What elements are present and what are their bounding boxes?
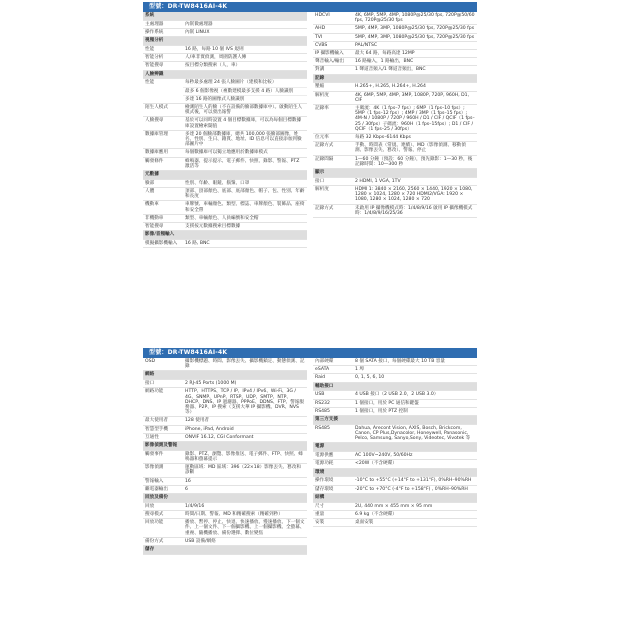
spec-row [313, 408, 477, 416]
spec-value: 1 個接口，用於 PTZ 控制 [355, 408, 408, 414]
section-header: 人臉辨識 [143, 71, 307, 80]
section-header: 系統 [143, 12, 307, 21]
spec-label: 搜尋模式 [145, 512, 164, 518]
section-header: 環境 [313, 469, 477, 478]
spec-value: 按目標分類搜索（人，車） [185, 63, 241, 69]
spec-row [313, 374, 477, 382]
spec-label: 非機動車 [145, 215, 164, 221]
spec-value: 5MP, 4MP, 3MP, 1080P@25/30 fps, 720P@25/30 fps [355, 26, 475, 32]
spec-value: 多達 20 個臉部數據庫，總共 100,000 張臉部圖像，姓名、性別、生日、籍貫、地址、ID 信息可以直接添加到臉部圖片中 [185, 131, 302, 148]
spec-value: 16 路，每路 10 個 IVS 規則 [185, 47, 244, 52]
spec-row [143, 451, 307, 464]
spec-row [313, 425, 477, 444]
spec-value: USB 設備/網絡 [185, 538, 216, 544]
spec-value: 每秒最多處理 24 張人臉圖片（建模和比較） [183, 79, 307, 87]
spec-value: 車牌號、車輛顏色、類型、標誌、車牌顏色、裝飾品、座椅和安全帶 [185, 202, 305, 213]
spec-label: 解析度 [315, 92, 329, 98]
spec-value: -10°C to +55°C (+14°F to +131°F), 0%RH–90%RH [355, 478, 472, 484]
section-header: 記錄 [313, 75, 477, 84]
spec-column-left [143, 12, 307, 248]
spec-value: 人/車非實偵測，周圍防護人傳 [185, 55, 247, 61]
spec-value: 每個數據庫可以獨立地應用於數據庫模式 [185, 150, 268, 156]
spec-row [313, 58, 477, 66]
panel-header: 型號：DR-TW8416AI-4K [143, 348, 477, 358]
spec-value: 類型、車輛顏色、人員編號和安全帽 [185, 215, 259, 221]
spec-value: 蜂鳴器、提示提示、電子郵件、快照、錄影、警報、PTZ 激活等 [185, 158, 300, 169]
spec-value: 頂部、頂部顏色、底部、底部顏色、帽子、包、性別、年齡和長度 [185, 189, 305, 200]
spec-label: 聲音輸入/輸出 [315, 59, 345, 65]
spec-row [143, 519, 307, 538]
spec-label: OSD [145, 359, 156, 364]
spec-value: AC 100V~240V, 50/60Hz [355, 453, 413, 459]
spec-label: 性能 [145, 47, 155, 52]
spec-row [143, 79, 307, 104]
spec-label: 重量 [315, 511, 325, 517]
spec-row [143, 486, 307, 494]
spec-value: 錄影、PTZ、瀏覽、影像推送、電子郵件、FTP、快照、蜂鳴器和螢幕提示 [185, 451, 303, 463]
spec-column-right [313, 12, 477, 218]
spec-label: 智能搜尋 [145, 224, 164, 230]
spec-value: 運動區域：MD 區域：396（22×18）影像丟失、篡改和診斷 [185, 465, 301, 476]
spec-label: 電源功耗 [315, 461, 334, 467]
spec-label: 接口 [315, 178, 325, 184]
spec-value: 檢測陌生人的臉（不在設備的臉部數據庫中）。啟動陌生人模式後，可以發出報警 [185, 105, 303, 116]
spec-row [143, 180, 307, 188]
spec-value: 128 使用者 [185, 418, 210, 424]
spec-value: 16 路, BNC [185, 241, 210, 247]
spec-label: 影像偵測 [145, 465, 164, 471]
spec-row [143, 426, 307, 434]
spec-label: AHD [315, 26, 326, 32]
spec-row [143, 417, 307, 425]
spec-value: 未啟用 IP 攝像機模式時：1/4/8/9/16 啟用 IP 攝像機模式時：1/4/8/9/16/25/36 [355, 205, 473, 216]
spec-row [143, 104, 307, 117]
spec-label: 網路功能 [145, 389, 164, 395]
panel-header: 型號：DR-TW8416AI-4K [143, 2, 477, 12]
spec-value: 多達 16 路的圖像式人臉識別 [185, 96, 245, 102]
spec-value: 時間/日期、警報、MD 和精確搜索（精確到秒） [185, 512, 283, 518]
spec-label: 對講 [315, 67, 325, 73]
spec-value: Dahua, Arecont Vision, AXIS, Bosch, Brickcom, Canon, CP Plus,Dynacolor, Honeywell, Panasonic, Pelco, Samsung, Sanyo,Sony, Videotec, Vivotek 等 [355, 425, 471, 442]
spec-value: 6.9 kg（不含硬碟） [355, 511, 397, 517]
spec-row [313, 205, 477, 218]
spec-row [313, 66, 477, 74]
spec-row [313, 519, 477, 527]
spec-label: 智能搜尋 [145, 63, 164, 69]
spec-label: 記錄間隔 [315, 156, 334, 162]
spec-row [143, 478, 307, 486]
spec-label: 警報輸入 [145, 478, 164, 484]
spec-row [313, 186, 477, 205]
spec-value: 最多 6 個影像視（複數建模最多支援 4 路）人臉識別 [183, 88, 307, 96]
spec-row [313, 12, 477, 25]
spec-label: 回放功能 [145, 520, 164, 526]
spec-row [313, 400, 477, 408]
spec-row [313, 452, 477, 460]
spec-value: 1 聲道音頻入/1 聲道音頻出，BNC [355, 67, 426, 73]
spec-label: 壓縮 [315, 84, 325, 90]
spec-label: 性能 [145, 80, 155, 86]
spec-row [313, 142, 477, 155]
spec-value: 1—60 分鐘（預設：60 分鐘），預先錄影：1—30 秒，後記錄時間：10—300 秒 [355, 156, 473, 167]
spec-row [313, 42, 477, 50]
spec-row [313, 503, 477, 511]
spec-row [143, 131, 307, 150]
spec-value: ONVIF 16.12, CGI Conformant [185, 434, 254, 440]
section-header: 視頻分析 [143, 37, 307, 46]
spec-row [313, 178, 477, 186]
spec-label: 智慧型手機 [145, 426, 168, 432]
spec-label: 記錄方式 [315, 143, 334, 149]
spec-row [143, 149, 307, 157]
spec-row [143, 503, 307, 511]
spec-row [143, 215, 307, 223]
spec-row [313, 366, 477, 374]
spec-row [143, 46, 307, 54]
spec-label: 內部硬碟 [315, 359, 334, 364]
spec-label: 臉部 [145, 180, 155, 186]
section-header: 網絡 [143, 371, 307, 380]
spec-row [313, 486, 477, 494]
spec-row [313, 92, 477, 105]
spec-label: 電源供應 [315, 453, 334, 459]
spec-row [313, 25, 477, 33]
spec-row [313, 460, 477, 468]
spec-row [143, 358, 307, 371]
spec-label: RS232 [315, 400, 330, 406]
spec-row [143, 538, 307, 546]
spec-row [313, 50, 477, 58]
spec-label: 數據庫應用 [145, 150, 168, 156]
spec-value: -20°C to +70°C (-4°F to +158°F) , 0%RH–90%RH [355, 486, 468, 492]
spec-value: 內嵌 LINUX [185, 30, 210, 35]
spec-row [143, 21, 307, 29]
spec-label: 接口 [145, 381, 155, 387]
spec-label: 數據庫管理 [145, 131, 168, 137]
spec-label: RS485 [315, 408, 330, 414]
spec-row [143, 240, 307, 248]
spec-row [143, 388, 307, 417]
spec-column-right [313, 358, 477, 527]
section-header: 顯示 [313, 169, 477, 178]
spec-panel-1 [143, 2, 477, 248]
spec-row [143, 511, 307, 519]
spec-label: 安裝 [315, 520, 325, 526]
spec-row [143, 434, 307, 442]
spec-label: 人體 [145, 189, 155, 195]
spec-value: iPhone, iPad, Android [185, 426, 234, 432]
spec-label: 主處理器 [145, 21, 164, 27]
spec-value: 4K, 6MP, 5MP, 4MP, 3MP, 1080P, 720P, 960H, D1, CIF [355, 92, 470, 103]
spec-label: 備份方式 [145, 538, 164, 544]
spec-row [143, 62, 307, 70]
spec-label: 位元率 [315, 135, 329, 141]
spec-label: 模擬攝影機輸入 [145, 241, 178, 247]
spec-label: 陌生人模式 [145, 105, 168, 111]
spec-value: 2 HDMI, 1 VGA, 1TV [355, 178, 401, 184]
section-header: 電源 [313, 443, 477, 452]
spec-column-left [143, 358, 307, 555]
spec-label: 儲存環境 [315, 486, 334, 492]
spec-value: 每路 32 Kbps–6144 Kbps [355, 135, 411, 141]
spec-value: 16 路輸入，1 路輸出，BNC [355, 59, 414, 65]
spec-label: 記錄方式 [315, 205, 334, 211]
spec-value: H.265+, H.265, H.264+, H.264 [355, 84, 426, 90]
spec-value: 攝影機標題、時間、影像丟失、攝影機鎖定、動態偵測、記錄 [185, 359, 305, 370]
spec-row [313, 477, 477, 485]
spec-label: CVBS [315, 42, 328, 48]
spec-row [313, 34, 477, 42]
spec-label: 解析度 [315, 187, 329, 193]
spec-label: 操作系統 [145, 30, 164, 35]
spec-value: <20W（不含硬碟） [355, 461, 397, 467]
spec-value: 2 RJ-45 Ports (1000 M) [185, 381, 237, 387]
spec-value: 最大 64 路，每路高達 12MP [355, 51, 415, 57]
spec-value: PAL/NTSC [355, 42, 378, 48]
spec-row [143, 464, 307, 477]
spec-label: 觸發條件 [145, 158, 164, 164]
section-header: 元數據 [143, 171, 307, 180]
spec-value: 5MP, 4MP, 3MP, 1080P@25/30 fps, 720P@25/30 fps [355, 34, 475, 40]
spec-value: 8 個 SATA 接口，每個硬碟最大 10 TB 容量 [355, 359, 445, 364]
spec-row [313, 105, 477, 134]
spec-value: 桌面安裝 [355, 520, 374, 526]
spec-value-list [183, 79, 307, 103]
spec-value: 4K, 6MP, 5MP, 4MP, 1080P@25/30 fps, 720P@50/60 fps, 720P@25/30 fps [355, 13, 475, 24]
section-header: 回放及備份 [143, 494, 307, 503]
spec-row [143, 223, 307, 231]
spec-row [143, 54, 307, 62]
spec-label: 互通性 [145, 434, 159, 440]
spec-row [143, 188, 307, 201]
spec-value: 支援按元數據搜索目標數據 [185, 224, 241, 230]
spec-label: IP 攝影機輸入 [315, 51, 344, 57]
spec-label: 操作環境 [315, 478, 334, 484]
spec-label: 機動車 [145, 202, 159, 208]
spec-label: Raid [315, 375, 326, 381]
spec-label: HDCVI [315, 13, 330, 18]
spec-label: 最大使用者 [145, 418, 168, 424]
spec-label: USB [315, 392, 325, 398]
section-header: 輔助接口 [313, 383, 477, 392]
spec-row [143, 29, 307, 37]
spec-label: 人臉搜尋 [145, 118, 164, 124]
spec-row [313, 358, 477, 366]
spec-row [313, 83, 477, 91]
spec-label: 觸發事件 [145, 451, 164, 457]
spec-label: 記錄率 [315, 106, 329, 112]
spec-value: 6 [185, 486, 188, 492]
section-header: 結構 [313, 494, 477, 503]
section-header: 儲存 [143, 546, 307, 555]
spec-row [143, 117, 307, 130]
spec-value: 1 埠 [355, 367, 364, 373]
spec-row [313, 156, 477, 169]
spec-value: 播放、暫停、停止、快退、快速播放、慢速播放、下一個文件、上一個文件、下一個攝影機、上一個攝影機、全螢幕、重複、隨機播放、備份選擇、數位變焦 [185, 520, 305, 536]
section-header: 第三方支援 [313, 416, 477, 425]
spec-value: 內嵌微處理器 [185, 21, 213, 27]
spec-value: 主碼流：4K（1 fps–7 fps）; 6MP（1 fps–10 fps）; 5MP（1 fps–12 fps）; 4MP / 3MP（1 fps–15 fps）; 4M-N / 1080P / 720P / 960H / D1 / CIF / QCIF（1 fps–25 / 30fps）子碼流：960H（1 fps–15fps）; D1 / CIF / QCIF（1 fps–25 / 30fps） [355, 106, 475, 132]
spec-row [313, 511, 477, 519]
spec-value: 1/4/9/16 [185, 503, 205, 509]
spec-label: 回放 [145, 503, 155, 509]
spec-value: 16 [185, 478, 191, 484]
spec-row [143, 380, 307, 388]
spec-value: HTTP、HTTPS、TCP / IP、IPv4 / IPv6、Wi-Fi、3G / 4G、SNMP、UPnP、RTSP、UDP、SMTP、NTP、DHCP、DNS、IP 過濾器、PPPoE、DDNS、FTP、警報服務器、P2P、IP 搜索（支援大華 IP 攝影機、DVR、NVS 等） [185, 389, 304, 416]
spec-value: HDMI 1: 3840 × 2160, 2560 × 1440, 1920 × 1080, 1280 × 1024, 1280 × 720 HDMI2/VGA: 1920 × 1080, 1280 × 1024, 1280 × 720 [355, 187, 473, 203]
spec-value: 1 個接口，用於 PC 通信和鍵盤 [355, 400, 419, 406]
spec-row [313, 134, 477, 142]
spec-value: 基於可以同時設置 4 個目標數據庫，可以為每個目標數據庫設置檢索閾值 [185, 118, 302, 129]
spec-label: 繼電器輸出 [145, 486, 168, 492]
spec-label: eSATA [315, 367, 330, 373]
spec-row [143, 158, 307, 171]
spec-label: 智能分析 [145, 55, 164, 61]
spec-value: 2U, 440 mm × 455 mm × 95 mm [355, 503, 433, 509]
spec-row [143, 201, 307, 214]
spec-value: 4 USB 接口（2 USB 2.0，2 USB 3.0） [355, 392, 439, 398]
section-header: 影像偵測及警報 [143, 442, 307, 451]
spec-label: RS485 [315, 425, 330, 431]
spec-value: 0, 1, 5, 6, 10 [355, 375, 385, 381]
spec-value: 手動、時間表（常規、連續）、MD（影像偵測、移動偵測、影像丟失、篡改）、警報、停止 [355, 143, 466, 154]
spec-label: 尺寸 [315, 503, 325, 509]
section-header: 影像/音頻輸入 [143, 231, 307, 240]
spec-panel-2 [143, 348, 477, 555]
spec-label: TVI [315, 34, 323, 40]
spec-row [313, 391, 477, 399]
spec-value: 性別、年齡、眼鏡、鬍鬚、口罩 [185, 180, 250, 186]
